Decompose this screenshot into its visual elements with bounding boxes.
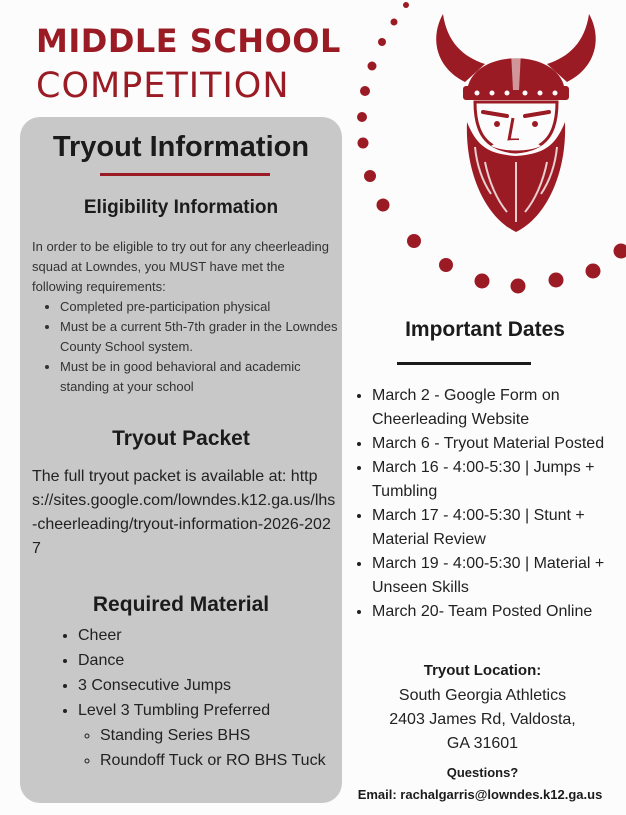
decorative-dot: [360, 86, 370, 96]
location-heading: Tryout Location:: [423, 662, 542, 679]
sub-list-item: ◦ Roundoff Tuck or RO BHS Tuck: [100, 748, 348, 773]
decorative-dot: [364, 170, 376, 182]
viking-mascot-icon: [425, 12, 607, 234]
dates-divider: [397, 362, 531, 365]
list-item: • Completed pre-participation physical: [60, 297, 352, 317]
decorative-dot: [614, 244, 626, 259]
eligibility-intro: In order to be eligible to try out for any cheerleading squad at Lowndes, you MUST have met the following requirements:: [32, 239, 330, 294]
decorative-dot: [586, 264, 601, 279]
dates-heading: Important Dates: [405, 318, 565, 341]
eligibility-list: [42, 297, 352, 397]
date-item: • March 6 - Tryout Material Posted: [372, 432, 626, 456]
packet-heading: Tryout Packet: [112, 427, 250, 450]
material-heading: Required Material: [92, 593, 270, 616]
list-item-label: Level 3 Tumbling Preferred: [78, 702, 271, 719]
date-item: • March 19 - 4:00-5:30 | Material + Unseen Skills: [372, 552, 626, 600]
decorative-dot: [549, 273, 564, 288]
address-line: GA 31601: [446, 735, 519, 752]
list-item: • Dance: [78, 648, 348, 673]
decorative-dot: [391, 19, 398, 26]
packet-link-text[interactable]: The full tryout packet is available at: https://sites.google.com/lowndes.k12.ga.us/lhs-cheerleading/tryout-information-2026-2027: [32, 468, 336, 557]
material-list: [60, 623, 348, 773]
date-item: • March 2 - Google Form on Cheerleading Website: [372, 384, 626, 432]
decorative-dot: [403, 2, 409, 8]
decorative-dot: [378, 38, 386, 46]
list-item: • Cheer: [78, 623, 348, 648]
list-item: • Must be in good behavioral and academic standing at your school: [60, 357, 352, 397]
decorative-dot: [358, 138, 369, 149]
sub-list-item: ◦ Standing Series BHS: [100, 723, 348, 748]
tumbling-sublist: [78, 723, 348, 773]
title-line-2: COMPETITION: [36, 66, 290, 106]
decorative-dot: [368, 62, 377, 71]
date-item: • March 20- Team Posted Online: [372, 600, 626, 624]
location-address: [355, 684, 610, 756]
decorative-dot: [357, 112, 367, 122]
contact-email[interactable]: Email: rachalgarris@lowndes.k12.ga.us: [357, 787, 603, 802]
title-line-1: MIDDLE SCHOOL: [36, 22, 341, 60]
decorative-dot: [407, 234, 421, 248]
panel-title: Tryout Information: [52, 131, 310, 163]
tryout-info-panel: [20, 117, 342, 803]
eligibility-heading: Eligibility Information: [83, 197, 279, 218]
list-item: • 3 Consecutive Jumps: [78, 673, 348, 698]
date-item: • March 16 - 4:00-5:30 | Jumps + Tumbling: [372, 456, 626, 504]
address-line: South Georgia Athletics: [398, 687, 567, 704]
questions-heading: Questions?: [446, 765, 519, 780]
list-item: • Must be a current 5th-7th grader in the Lowndes County School system.: [60, 317, 352, 357]
title-divider: [100, 173, 270, 176]
decorative-dot: [511, 279, 526, 294]
decorative-dot: [475, 274, 490, 289]
decorative-dot: [439, 258, 453, 272]
list-item: [78, 698, 348, 773]
date-item: • March 17 - 4:00-5:30 | Stunt + Material Review: [372, 504, 626, 552]
dates-list: [352, 384, 626, 624]
address-line: 2403 James Rd, Valdosta,: [389, 711, 576, 728]
decorative-dot: [377, 199, 390, 212]
